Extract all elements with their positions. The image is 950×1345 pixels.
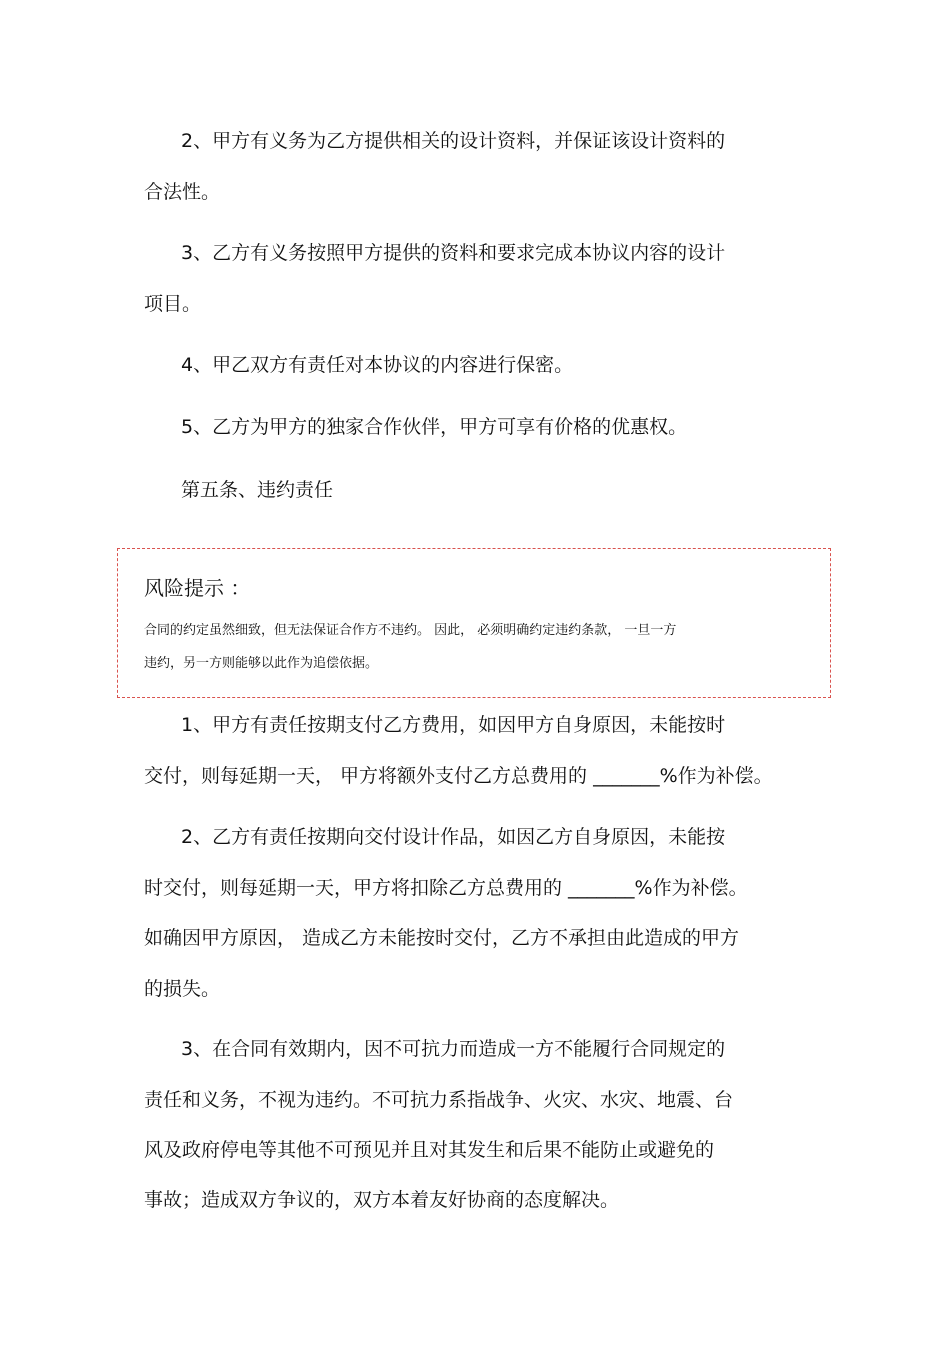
breach-2-line-2: 时交付，则每延期一天，甲方将扣除乙方总费用的 _______%作为补偿。 (144, 877, 748, 899)
risk-alert-text-line-2: 违约，另一方则能够以此作为追偿依据。 (144, 656, 379, 671)
breach-3-line-3: 风及政府停电等其他不可预见并且对其发生和后果不能防止或避免的 (144, 1139, 715, 1161)
clause-2-line-1: 2、甲方有义务为乙方提供相关的设计资料，并保证该设计资料的 (181, 130, 726, 152)
breach-1-line-2: 交付，则每延期一天， 甲方将额外支付乙方总费用的 _______%作为补偿。 (144, 765, 773, 787)
clause-4: 4、甲乙双方有责任对本协议的内容进行保密。 (181, 354, 574, 376)
breach-2-line-1: 2、乙方有责任按期向交付设计作品，如因乙方自身原因，未能按 (181, 826, 726, 848)
clause-5: 5、乙方为甲方的独家合作伙伴，甲方可享有价格的优惠权。 (181, 416, 688, 438)
clause-3-line-1: 3、乙方有义务按照甲方提供的资料和要求完成本协议内容的设计 (181, 242, 726, 264)
breach-3-line-1: 3、在合同有效期内，因不可抗力而造成一方不能履行合同规定的 (181, 1038, 726, 1060)
breach-3-line-4: 事故；造成双方争议的，双方本着友好协商的态度解决。 (144, 1189, 620, 1211)
risk-alert-text-line-1: 合同的约定虽然细致，但无法保证合作方不违约。 因此， 必须明确约定违约条款， 一旦一方 (144, 623, 677, 638)
breach-2-line-4: 的损失。 (144, 978, 221, 1000)
clause-3-line-2: 项目。 (144, 293, 202, 315)
breach-1-line-1: 1、甲方有责任按期支付乙方费用，如因甲方自身原因，未能按时 (181, 714, 726, 736)
article-five-heading: 第五条、违约责任 (181, 479, 334, 501)
risk-alert-title: 风险提示 ： (144, 576, 251, 600)
breach-2-line-3: 如确因甲方原因， 造成乙方未能按时交付，乙方不承担由此造成的甲方 (144, 927, 740, 949)
clause-2-line-2: 合法性。 (144, 181, 221, 203)
breach-3-line-2: 责任和义务，不视为违约。不可抗力系指战争、火灾、水灾、地震、台 (144, 1089, 734, 1111)
